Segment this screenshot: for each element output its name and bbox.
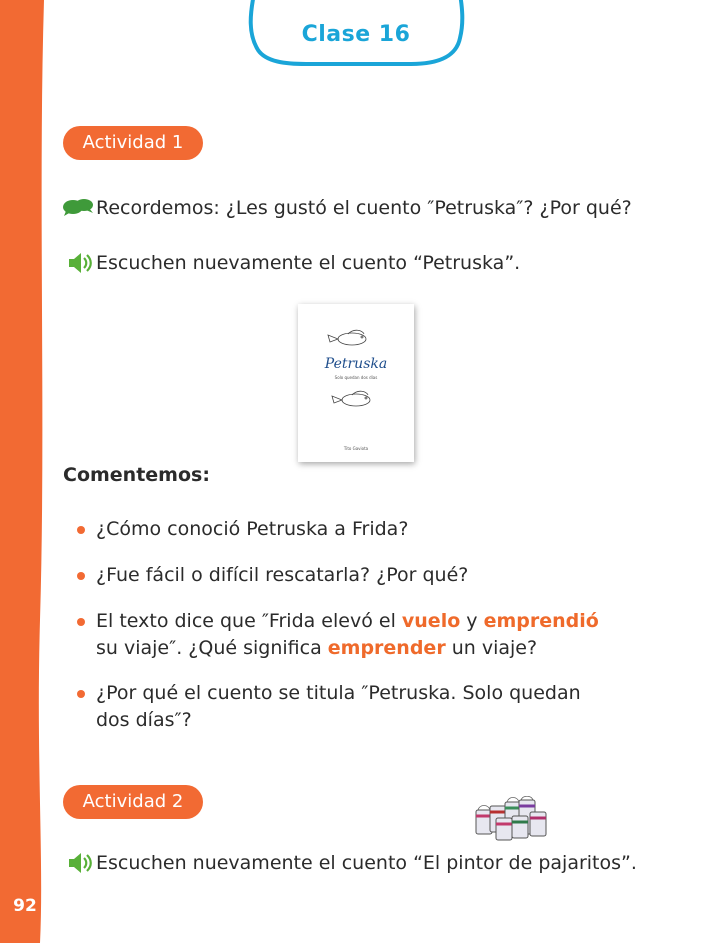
book-cover [298, 304, 414, 462]
book-author: Tito Gaviota [343, 446, 369, 451]
speaker-icon [68, 252, 94, 274]
bird-illustration [298, 304, 414, 462]
activity-1-label: Actividad 1 [63, 126, 203, 160]
question-4 [96, 680, 581, 734]
page-number: 92 [13, 896, 37, 916]
activity-2-prompt: Escuchen nuevamente el cuento “El pintor de pajaritos”. [96, 852, 637, 874]
side-band [0, 0, 50, 943]
speaker-icon [68, 852, 94, 874]
page-title: Clase 16 [301, 22, 411, 47]
question-3 [96, 608, 599, 662]
activity-1-prompt-2: Escuchen nuevamente el cuento “Petruska”. [96, 252, 521, 274]
bullet-dot [77, 526, 85, 534]
highlight-word: vuelo [401, 610, 461, 632]
highlight-word: emprendió [483, 610, 599, 632]
speech-bubbles-icon [62, 197, 94, 217]
question-2: ¿Fue fácil o difícil rescatarla? ¿Por qué? [96, 564, 469, 586]
bullet-dot [77, 572, 85, 580]
question-4-line-1: ¿Por qué el cuento se titula ″Petruska. Solo quedan [96, 682, 581, 704]
bullet-dot [77, 690, 85, 698]
question-3-text: un viaje? [445, 637, 538, 659]
question-1: ¿Cómo conoció Petruska a Frida? [96, 518, 409, 540]
paint-cans-illustration [472, 796, 558, 842]
discussion-heading: Comentemos: [63, 464, 210, 486]
activity-2-label: Actividad 2 [63, 785, 203, 819]
question-3-text: su viaje″. ¿Qué significa [96, 637, 328, 659]
bullet-dot [77, 618, 85, 626]
highlight-word: emprender [327, 637, 446, 659]
book-subtitle: Solo quedan dos días [334, 375, 378, 380]
question-4-line-2: dos días″? [96, 709, 192, 731]
book-title: Petruska [324, 356, 388, 372]
activity-1-prompt-1: Recordemos: ¿Les gustó el cuento ″Petruska″? ¿Por qué? [96, 197, 632, 219]
question-3-text: El texto dice que ″Frida elevó el [96, 610, 402, 632]
question-3-text: y [460, 610, 484, 632]
